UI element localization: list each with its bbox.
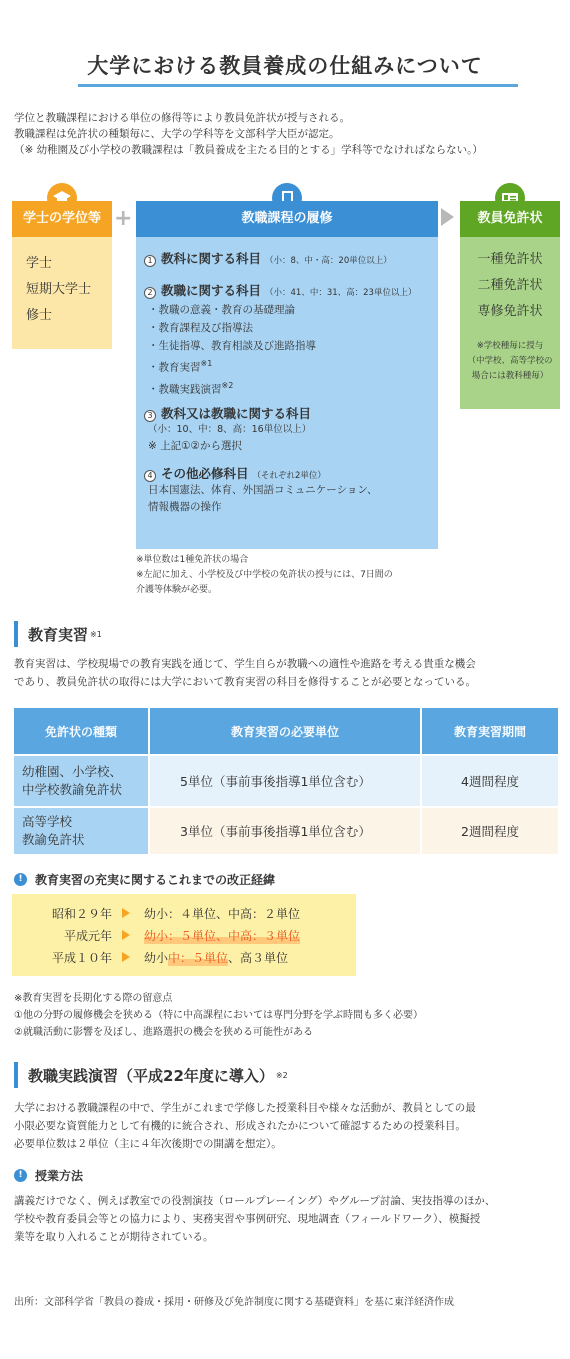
cell-line: 教諭免許状	[22, 832, 85, 847]
section-title: その他必修科目	[161, 466, 249, 481]
section-title: 教職に関する科目	[161, 283, 262, 298]
desc-line: 小限必要な資質能力として有機的に統合され、形成されたかについて確認するための授業科目。	[14, 1120, 466, 1132]
note-line: 介護等体験が必要。	[136, 585, 218, 595]
heading-text: 教職実践演習（平成22年度に導入）	[28, 1066, 274, 1085]
circle-number: 4	[144, 470, 156, 482]
column-header: 教育実習の必要単位	[149, 707, 421, 755]
history-text: 幼小：４単位、中高：２単位	[144, 906, 301, 921]
section-note: （小：41、中：31、高：23単位以上）	[265, 288, 417, 298]
arrow-right-icon	[441, 208, 454, 226]
desc-line: 講義だけでなく、例えば教室での役割演技（ロールプレーイング）やグループ討論、実技指導のほか、	[14, 1195, 496, 1207]
triangle-right-icon	[122, 908, 130, 918]
license-item: 二種免許状	[477, 278, 543, 293]
circle-number: 1	[144, 255, 156, 267]
method-heading-text: 授業方法	[35, 1169, 84, 1183]
note-line: ※左記に加え、小学校及び中学校の免許状の授与には、7日間の	[136, 570, 393, 580]
history-row	[12, 946, 356, 968]
method-desc	[14, 1192, 558, 1246]
note-line: ※単位数は1種免許状の場合	[136, 555, 249, 565]
note-line: ※教育実習を長期化する際の留意点	[14, 993, 173, 1004]
intro-line: 教職課程は免許状の種類毎に、大学の学科等を文部科学大臣が認定。	[14, 128, 340, 140]
note-mark: ※2	[275, 1070, 288, 1080]
intro-line: （※ 幼稚園及び小学校の教職課程は「教員養成を主たる目的とする」学科等でなければならない。）	[14, 144, 483, 156]
info-icon: !	[14, 1169, 27, 1182]
section-note: （小：10、中：8、高：16単位以上）	[148, 424, 312, 435]
license-note-line: ※学校種毎に授与	[476, 341, 544, 351]
history-text-highlight: 中：５単位	[168, 950, 229, 965]
practice-heading	[14, 621, 102, 647]
course-bullet: ・教職の意義・教育の基礎理論	[148, 304, 295, 316]
course-section	[144, 281, 430, 299]
table-row	[13, 755, 559, 807]
course-body	[136, 237, 438, 549]
history-era: 昭和２９年	[51, 906, 112, 921]
history-row	[12, 902, 356, 924]
section-note: （小：8、中・高：20単位以上）	[265, 256, 392, 266]
degree-head: 学士の学位等	[12, 201, 112, 237]
column-header: 教育実習期間	[421, 707, 559, 755]
circle-number: 3	[144, 410, 156, 422]
desc-line: 業等を取り入れることが期待されている。	[14, 1231, 214, 1243]
section-note: ※ 上記①②から選択	[148, 440, 242, 452]
bullet-text: ・教育実習	[148, 361, 201, 374]
heading-bar	[14, 1062, 18, 1088]
course-head: 教職課程の履修	[136, 201, 438, 237]
cell-line: 高等学校	[22, 814, 73, 829]
course-bullet	[144, 377, 430, 399]
period-cell: 2週間程度	[421, 807, 559, 855]
history-text-highlight: 幼小：５単位、中高：３単位	[144, 928, 301, 943]
history-era: 平成元年	[63, 928, 112, 943]
note-mark: ※1	[200, 359, 213, 368]
license-item: 専修免許状	[477, 304, 543, 319]
history-heading-text: 教育実習の充実に関するこれまでの改正経緯	[35, 873, 276, 887]
note-mark: ※1	[90, 629, 102, 639]
section-note: （それぞれ2単位）	[252, 471, 326, 481]
history-text: 、高３単位	[228, 950, 289, 965]
plus-sign: +	[114, 206, 133, 231]
practice-table	[12, 706, 560, 856]
heading-bar	[14, 621, 18, 647]
note-line: ②就職活動に影響を及ぼし、進路選択の機会を狭める可能性がある	[14, 1027, 313, 1038]
desc-line: 教育実習は、学校現場での教育実践を通じて、学生自らが教職への適性や進路を考える貴重な機会	[14, 658, 476, 670]
table-row	[13, 807, 559, 855]
unit-notes	[136, 553, 436, 598]
desc-line: 必要単位数は２単位（主に４年次後期での開講を想定）。	[14, 1138, 282, 1150]
column-header: 免許状の種類	[13, 707, 149, 755]
method-heading	[14, 1167, 83, 1184]
history-heading	[14, 871, 275, 888]
desc-line: 大学における教職課程の中で、学生がこれまで学修した授業科目や様々な活動が、教員としての最	[14, 1102, 476, 1114]
course-bullet: ・教育課程及び指導法	[148, 322, 253, 334]
course-section	[144, 464, 430, 482]
course-bullet: ・生徒指導、教育相談及び進路指導	[148, 340, 316, 352]
course-bullet	[144, 355, 430, 377]
license-list	[460, 237, 560, 409]
course-section	[144, 404, 430, 422]
license-note	[460, 339, 560, 384]
practice-notes	[14, 990, 560, 1041]
page-title: 大学における教員養成の仕組みについて	[87, 54, 483, 78]
note-mark: ※2	[221, 380, 234, 390]
license-item: 一種免許状	[477, 252, 543, 267]
license-note-line: （中学校、高等学校の	[467, 356, 553, 366]
history-box	[12, 894, 356, 976]
license-type-cell	[13, 807, 149, 855]
license-note-line: 場合には教科種毎）	[471, 371, 549, 381]
note-line: ①他の分野の履修機会を狭める（特に中高課程においては専門分野を学ぶ時間も多く必要）	[14, 1010, 423, 1021]
info-icon: !	[14, 873, 27, 886]
history-era: 平成１０年	[51, 950, 112, 965]
cell-line: 幼稚園、小学校、	[22, 764, 123, 779]
degree-item: 短期大学士	[26, 282, 92, 297]
section-note: 日本国憲法、体育、外国語コミュニケーション、	[148, 484, 378, 496]
desc-line: 学校や教育委員会等との協力により、実務実習や事例研究、現地調査（フィールドワーク）、模擬授	[14, 1213, 481, 1225]
seminar-heading	[14, 1062, 288, 1088]
degree-item: 学士	[26, 256, 53, 271]
section-title: 教科に関する科目	[161, 251, 262, 266]
bullet-text: ・教職実践演習	[148, 383, 222, 395]
heading-text: 教育実習	[28, 625, 89, 644]
license-head: 教員免許状	[460, 201, 560, 237]
period-cell: 4週間程度	[421, 755, 559, 807]
degree-list	[12, 237, 112, 349]
source-credit: 出所：文部科学省「教員の養成・採用・研修及び免許制度に関する基礎資料」を基に東洋経済作成	[14, 1297, 454, 1308]
cell-line: 中学校教諭免許状	[22, 782, 123, 797]
course-section	[144, 249, 430, 267]
table-header-row	[13, 707, 559, 755]
triangle-right-icon	[122, 952, 130, 962]
seminar-desc	[14, 1099, 558, 1153]
intro-text	[14, 110, 562, 158]
triangle-right-icon	[122, 930, 130, 940]
intro-line: 学位と教職課程における単位の修得等により教員免許状が授与される。	[14, 112, 350, 124]
degree-item: 修士	[26, 308, 53, 323]
units-cell: 5単位（事前事後指導1単位含む）	[149, 755, 421, 807]
practice-desc	[14, 655, 558, 691]
history-row	[12, 924, 356, 946]
circle-number: 2	[144, 287, 156, 299]
title-underline	[78, 84, 518, 87]
section-title: 教科又は教職に関する科目	[161, 406, 312, 421]
license-type-cell	[13, 755, 149, 807]
units-cell: 3単位（事前事後指導1単位含む）	[149, 807, 421, 855]
history-text: 幼小	[144, 950, 169, 965]
desc-line: であり、教員免許状の取得には大学において教育実習の科目を修得することが必要となっている。	[14, 676, 476, 688]
section-note: 情報機器の操作	[148, 501, 222, 513]
